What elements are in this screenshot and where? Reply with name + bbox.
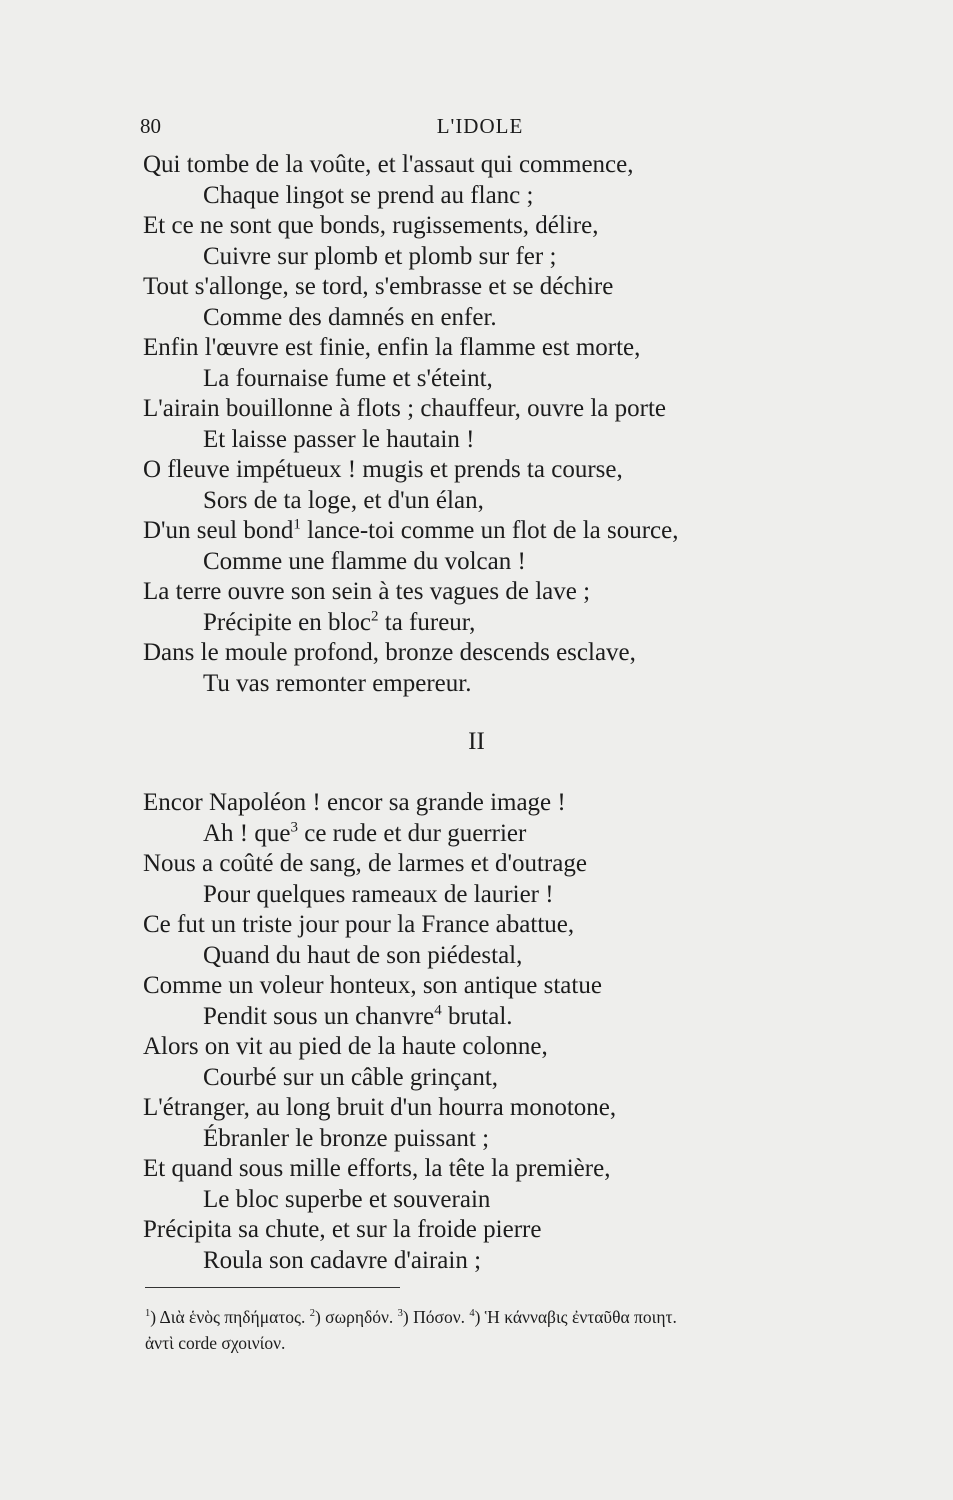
poem-line bbox=[143, 669, 678, 700]
footnote-line-2: ἀντὶ corde σχοινίον. bbox=[145, 1333, 286, 1353]
line-text: Précipite en bloc bbox=[203, 608, 371, 636]
poem-line bbox=[143, 1154, 616, 1185]
line-text: L'étranger, au long bruit d'un hourra monotone, bbox=[143, 1094, 617, 1121]
line-text: Roula son cadavre d'airain ; bbox=[203, 1246, 482, 1274]
line-text: La terre ouvre son sein à tes vagues de lave ; bbox=[143, 578, 591, 605]
poem-line bbox=[143, 1063, 616, 1094]
poem-line bbox=[143, 1124, 616, 1155]
poem-line bbox=[143, 608, 678, 639]
poem-line bbox=[143, 150, 678, 181]
line-text: Cuivre sur plomb et plomb sur fer ; bbox=[203, 242, 557, 270]
poem-line bbox=[143, 364, 678, 395]
poem-line bbox=[143, 242, 678, 273]
line-text: Dans le moule profond, bronze descends esclave, bbox=[143, 639, 636, 666]
poem-line bbox=[143, 425, 678, 456]
poem-line bbox=[143, 941, 616, 972]
poem-line bbox=[143, 211, 678, 242]
line-text: Et quand sous mille efforts, la tête la première, bbox=[143, 1155, 611, 1182]
line-text: La fournaise fume et s'éteint, bbox=[203, 364, 493, 392]
footnote-marker: 4 bbox=[434, 1002, 442, 1019]
line-text: Ce fut un triste jour pour la France abattue, bbox=[143, 911, 575, 938]
poem-line bbox=[143, 1185, 616, 1216]
line-text: Et ce ne sont que bonds, rugissements, délire, bbox=[143, 212, 599, 239]
line-text: O fleuve impétueux ! mugis et prends ta course, bbox=[143, 456, 623, 483]
poem-line bbox=[143, 516, 678, 547]
line-text-rest: lance-toi comme un flot de la source, bbox=[300, 517, 679, 544]
line-text: Pendit sous un chanvre bbox=[203, 1002, 435, 1030]
line-text: Précipita sa chute, et sur la froide pierre bbox=[143, 1216, 542, 1243]
line-text: Et laisse passer le hautain ! bbox=[203, 425, 475, 453]
footnote-line-1 bbox=[145, 1304, 845, 1330]
line-text: Tout s'allonge, se tord, s'embrasse et se déchire bbox=[143, 273, 614, 300]
poem-line bbox=[143, 577, 678, 608]
poem-line bbox=[143, 547, 678, 578]
poem-line bbox=[143, 971, 616, 1002]
poem-line bbox=[143, 1215, 616, 1246]
poem-line bbox=[143, 333, 678, 364]
poem-line bbox=[143, 788, 616, 819]
poem-line bbox=[143, 455, 678, 486]
line-text: Enfin l'œuvre est finie, enfin la flamme est morte, bbox=[143, 334, 641, 361]
poem-stanza-2 bbox=[143, 788, 616, 1276]
line-text: Tu vas remonter empereur. bbox=[203, 669, 472, 697]
footnote-number: 1 bbox=[145, 1308, 151, 1320]
footnote-number: 2 bbox=[309, 1308, 315, 1320]
poem-line bbox=[143, 819, 616, 850]
line-text: Sors de ta loge, et d'un élan, bbox=[203, 486, 484, 514]
footnote-marker: 1 bbox=[293, 516, 301, 533]
line-text: Courbé sur un câble grinçant, bbox=[203, 1063, 499, 1091]
line-text: Pour quelques rameaux de laurier ! bbox=[203, 880, 554, 908]
line-text: Encor Napoléon ! encor sa grande image ! bbox=[143, 789, 566, 816]
line-text: Le bloc superbe et souverain bbox=[203, 1185, 491, 1213]
footnote-marker: 2 bbox=[371, 608, 379, 625]
line-text: Comme un voleur honteux, son antique statue bbox=[143, 972, 602, 999]
footnote-number: 4 bbox=[469, 1308, 475, 1320]
footnote-divider bbox=[145, 1287, 400, 1288]
running-title: L'IDOLE bbox=[436, 114, 524, 138]
line-text: Comme des damnés en enfer. bbox=[203, 303, 497, 331]
poem-line bbox=[143, 910, 616, 941]
line-text: Ébranler le bronze puissant ; bbox=[203, 1124, 490, 1152]
poem-line bbox=[143, 880, 616, 911]
poem-line bbox=[143, 272, 678, 303]
poem-stanza-1 bbox=[143, 150, 678, 699]
section-numeral: II bbox=[468, 728, 485, 755]
line-text: L'airain bouillonne à flots ; chauffeur, ouvre la porte bbox=[143, 395, 666, 422]
poem-line bbox=[143, 638, 678, 669]
line-text-rest: ta fureur, bbox=[378, 608, 476, 636]
line-text: Quand du haut de son piédestal, bbox=[203, 941, 523, 969]
line-text: Qui tombe de la voûte, et l'assaut qui commence, bbox=[143, 151, 634, 178]
line-text: Ah ! que bbox=[203, 819, 291, 847]
footnote-number: 3 bbox=[397, 1308, 403, 1320]
footnote-text: ) Ἡ κάνναβις ἐνταῦθα ποιητ. bbox=[474, 1307, 677, 1327]
line-text: Alors on vit au pied de la haute colonne, bbox=[143, 1033, 548, 1060]
line-text-rest: ce rude et dur guerrier bbox=[297, 819, 527, 847]
line-text: D'un seul bond bbox=[143, 517, 294, 544]
footnote-text: ) Διὰ ἑνὸς πηδήματος. bbox=[150, 1307, 310, 1327]
footnote-text: ) σωρηδόν. bbox=[314, 1307, 398, 1327]
line-text: Comme une flamme du volcan ! bbox=[203, 547, 526, 575]
poem-line bbox=[143, 1246, 616, 1277]
page-number: 80 bbox=[140, 114, 161, 138]
poem-line bbox=[143, 394, 678, 425]
line-text: Nous a coûté de sang, de larmes et d'outrage bbox=[143, 850, 587, 877]
poem-line bbox=[143, 849, 616, 880]
poem-line bbox=[143, 486, 678, 517]
line-text-rest: brutal. bbox=[441, 1002, 513, 1030]
poem-line bbox=[143, 1032, 616, 1063]
poem-line bbox=[143, 1002, 616, 1033]
poem-line bbox=[143, 181, 678, 212]
poem-line bbox=[143, 303, 678, 334]
poem-line bbox=[143, 1093, 616, 1124]
line-text: Chaque lingot se prend au flanc ; bbox=[203, 181, 534, 209]
footnotes bbox=[145, 1304, 845, 1356]
footnote-text: ) Πόσον. bbox=[402, 1307, 470, 1327]
running-head bbox=[140, 114, 820, 144]
footnote-marker: 3 bbox=[290, 819, 298, 836]
